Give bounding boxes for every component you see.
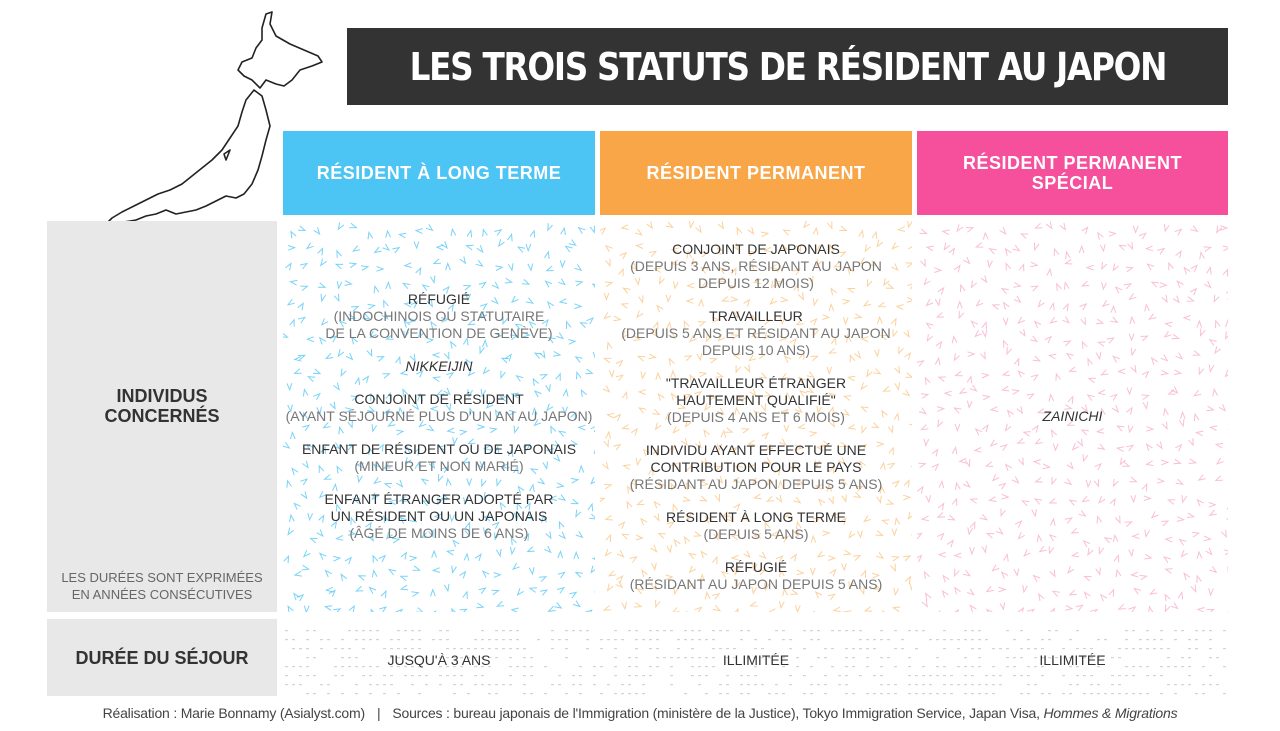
list-item: NIKKEIJIN [405,358,473,374]
cell-special-permanent-individuals [917,221,1228,612]
page-title: LES TROIS STATUTS DE RÉSIDENT AU JAPON [409,44,1166,89]
column-header-label: RÉSIDENT PERMANENT [646,163,866,183]
list-item: "TRAVAILLEUR ÉTRANGER HAUTEMENT QUALIFIÉ" (DEPUIS 4 ANS ET 6 MOIS) [665,374,847,425]
row-label-line: CONCERNÉS [104,406,220,426]
column-header-line: SPÉCIAL [1031,173,1114,193]
note-line: LES DURÉES SONT EXPRIMÉES [61,570,263,585]
column-header-label: RÉSIDENT À LONG TERME [316,163,562,183]
column-header-line: RÉSIDENT PERMANENT [962,153,1182,173]
list-item: RÉFUGIÉ (RÉSIDANT AU JAPON DEPUIS 5 ANS) [629,558,883,592]
list-item: ZAINICHI [1042,408,1103,424]
duration-note [47,569,277,603]
row-label-text [47,386,277,426]
row-label-text: DURÉE DU SÉJOUR [75,647,249,668]
footer-sources-italic: Hommes & Migrations [1043,705,1178,721]
footer-sources: Sources : bureau japonais de l'Immigration (ministère de la Justice), Tokyo Immigration Service, Japan Visa, [392,705,1040,721]
list-item: INDIVIDU AYANT EFFECTUÉ UNE CONTRIBUTION POUR LE PAYS (RÉSIDANT AU JAPON DEPUIS 5 ANS) [629,441,883,492]
duration-special-permanent: ILLIMITÉE [1039,652,1106,668]
list-item: ENFANT ÉTRANGER ADOPTÉ PAR UN RÉSIDENT OU UN JAPONAIS (ÂGÉ DE MOINS DE 6 ANS) [324,491,554,541]
list-item: ENFANT DE RÉSIDENT OU DE JAPONAIS (MINEUR ET NON MARIÉ) [301,441,577,474]
list-item: RÉSIDENT À LONG TERME (DEPUIS 5 ANS) [666,508,846,542]
footer-credits [0,705,1280,721]
cell-long-term-individuals [283,221,595,612]
column-header-label [963,153,1182,193]
title-bar [347,28,1228,105]
cell-permanent-individuals [600,221,912,612]
row-label-duration [47,619,277,696]
column-header-special-permanent [917,131,1228,215]
duration-permanent: ILLIMITÉE [722,652,790,668]
list-item: CONJOINT DE JAPONAIS (DEPUIS 3 ANS, RÉSIDANT AU JAPON DEPUIS 12 MOIS) [630,240,882,291]
duration-long-term: JUSQU'À 3 ANS [387,652,491,668]
list-item: CONJOINT DE RÉSIDENT (AYANT SÉJOURNÉ PLUS D'UN AN AU JAPON) [285,391,593,424]
footer-separator: | [376,705,381,721]
note-line: EN ANNÉES CONSÉCUTIVES [71,587,253,602]
column-header-long-term [283,131,595,215]
footer-credit: Réalisation : Marie Bonnamy (Asialyst.com) [102,705,365,721]
list-item: RÉFUGIÉ (INDOCHINOIS OU STATUTAIRE DE LA CONVENTION DE GENÈVE) [325,291,553,341]
row-label-line: INDIVIDUS [116,386,208,406]
column-header-permanent [600,131,912,215]
row-label-individuals [47,221,277,612]
list-item: TRAVAILLEUR (DEPUIS 5 ANS ET RÉSIDANT AU JAPON DEPUIS 10 ANS) [621,307,891,358]
